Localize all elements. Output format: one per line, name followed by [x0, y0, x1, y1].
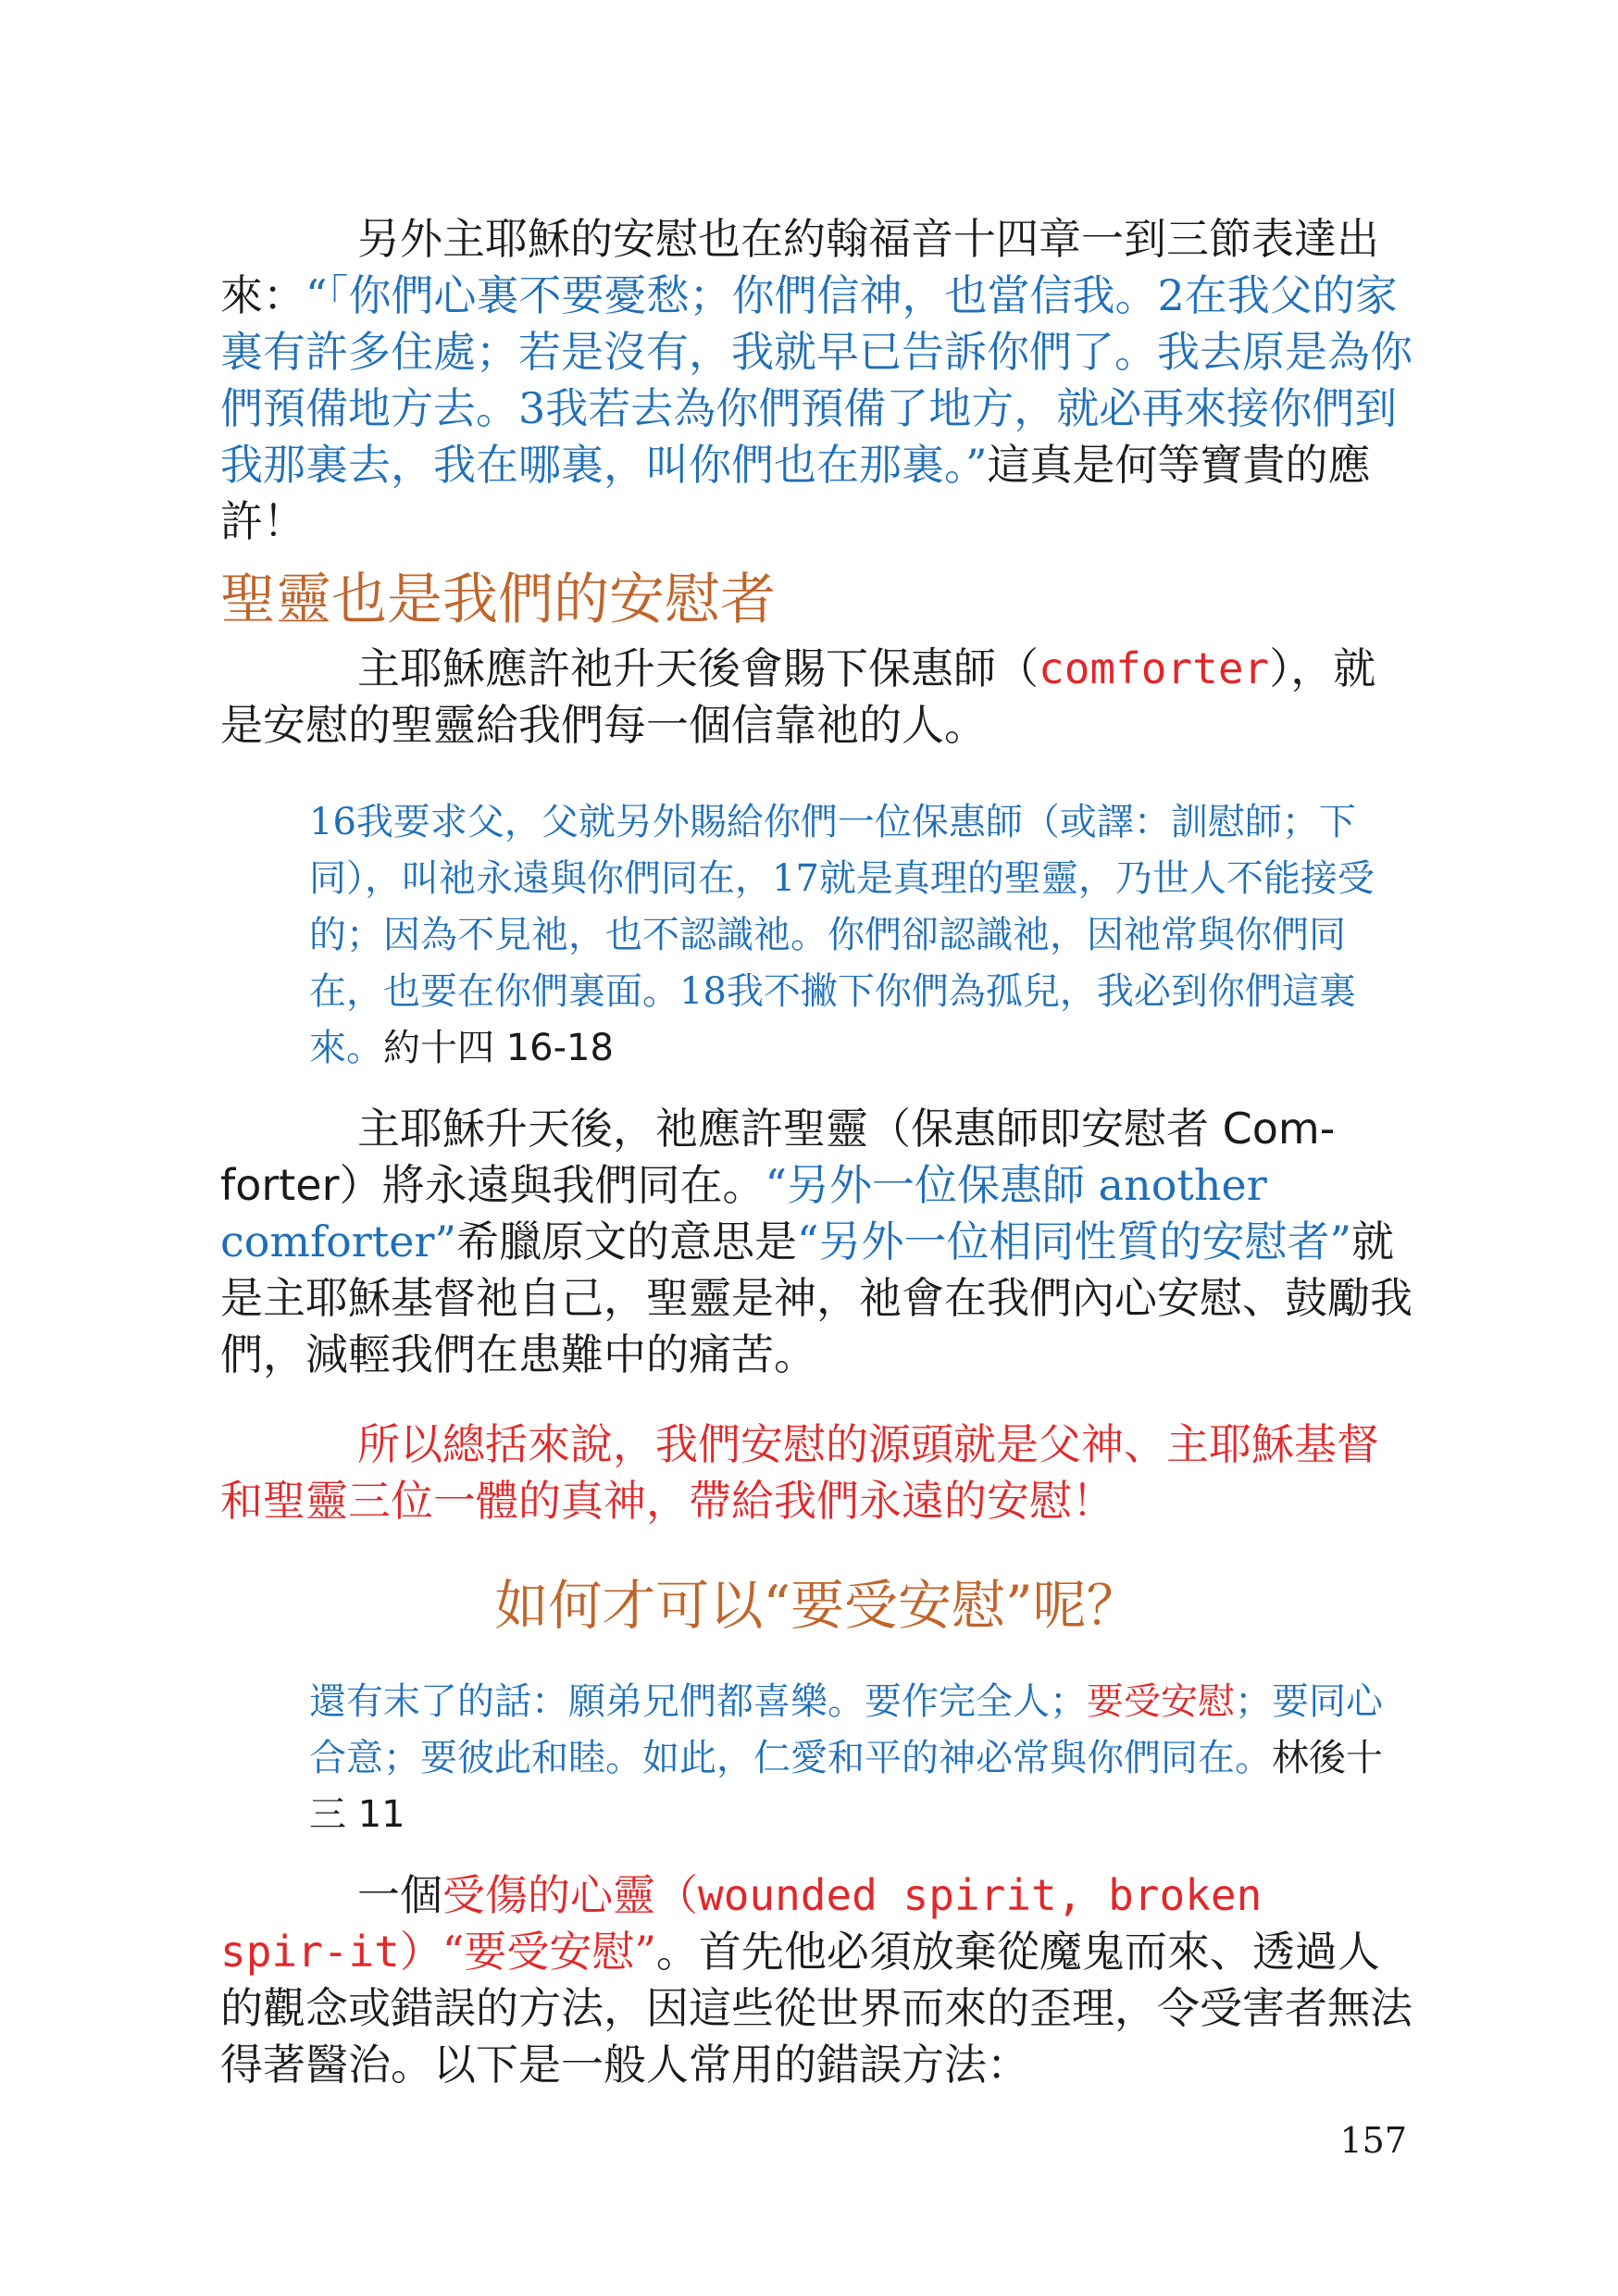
paragraph-3-c: 希臘原文的意思是: [456, 1217, 797, 1267]
section-heading-how-to-be-comforted: 如何才可以“要受安慰”呢？: [494, 1574, 1140, 1637]
paragraph-5-highlight: 受傷的心靈: [442, 1870, 655, 1920]
paragraph-5-e: 。首先他必須放棄從魔鬼而來、透過人的觀念或錯誤的方法，因這些從世界而來的歪理，令受害者無法得著醫治。以下是一般人常用的錯誤方法：: [220, 1927, 1413, 2090]
section-heading-holy-spirit: 聖靈也是我們的安慰者: [220, 568, 776, 632]
scripture-block-2-c: ；要同心合意；要彼此和睦。如此，仁愛和平的神必常與你們同在。: [309, 1680, 1383, 1779]
spacer: [220, 1383, 1414, 1416]
paragraph-2-tail: ），就是安慰的聖靈給我們每一個信靠祂的人。: [220, 643, 1376, 750]
scripture-block-1-text: 16我要求父，父就另外賜給你們一位保惠師（或譯：訓慰師；下同），叫祂永遠與你們同在，17就是真理的聖靈，乃世人不能接受的；因為不見祂，也不認識祂。你們卻認識祂，因祂常與你們同在，也要在你們裏面。18我不撇下你們為孤兒，我必到你們這裏來。: [309, 801, 1375, 1069]
scripture-block-2-a: 還有末了的話：願弟兄們都喜樂。要作完全人；: [309, 1680, 1087, 1723]
paragraph-5-english-terms: （wounded spirit, broken spir-it）: [220, 1870, 1263, 1977]
paragraph-5: [220, 1867, 1414, 2093]
paragraph-2: [220, 641, 1414, 754]
paragraph-4-summary: 所以總括來說，我們安慰的源頭就是父神、主耶穌基督和聖靈三位一體的真神，帶給我們永遠的安慰！: [220, 1419, 1379, 1526]
page-number: 157: [1339, 2120, 1407, 2161]
paragraph-3-a: 主耶穌升天後，祂應許聖靈（保惠師即安慰者 Com-forter）將永遠與我們同在。: [220, 1104, 1336, 1210]
paragraph-3-quote-1: “另外一位保惠師 another comforter”: [220, 1160, 1267, 1267]
scripture-quote-john-14: “「你們心裏不要憂愁；你們信神，也當信我。2在我父的家裏有許多住處；若是沒有，我就早已告訴你們了。我去原是為你們預備地方去。3我若去為你們預備了地方，就必再來接你們到我那裏去，我在哪裏，叫你們也在那裏。”: [220, 270, 1413, 490]
paragraph-3: [220, 1101, 1414, 1383]
english-term-comforter: comforter: [1039, 643, 1270, 693]
paragraph-1-tail: 這真是何等寶貴的應許！: [220, 440, 1371, 546]
scripture-block-1: [309, 794, 1414, 1077]
paragraph-5-quote: “要受安慰”: [442, 1927, 656, 1977]
scripture-block-1-reference: 約十四 16-18: [383, 1027, 614, 1069]
paragraph-3-e: 就是主耶穌基督祂自己，聖靈是神，祂會在我們內心安慰、鼓勵我們，減輕我們在患難中的痛苦。: [220, 1217, 1413, 1379]
paragraph-3-quote-2: “另外一位相同性質的安慰者”: [797, 1217, 1352, 1267]
scripture-block-2-reference: 林後十三 11: [309, 1737, 1383, 1836]
paragraph-1: [220, 211, 1414, 550]
paragraph-1-lead: 另外主耶穌的安慰也在約翰福音十四章一到三節表達出來：: [220, 214, 1379, 320]
paragraph-2-lead: 主耶穌應許祂升天後會賜下保惠師（: [357, 643, 1039, 693]
page-body: [220, 211, 1414, 2093]
paragraph-5-a: 一個: [357, 1870, 442, 1920]
scripture-block-2-highlight: 要受安慰: [1087, 1680, 1235, 1723]
scripture-block-2: [309, 1674, 1414, 1843]
